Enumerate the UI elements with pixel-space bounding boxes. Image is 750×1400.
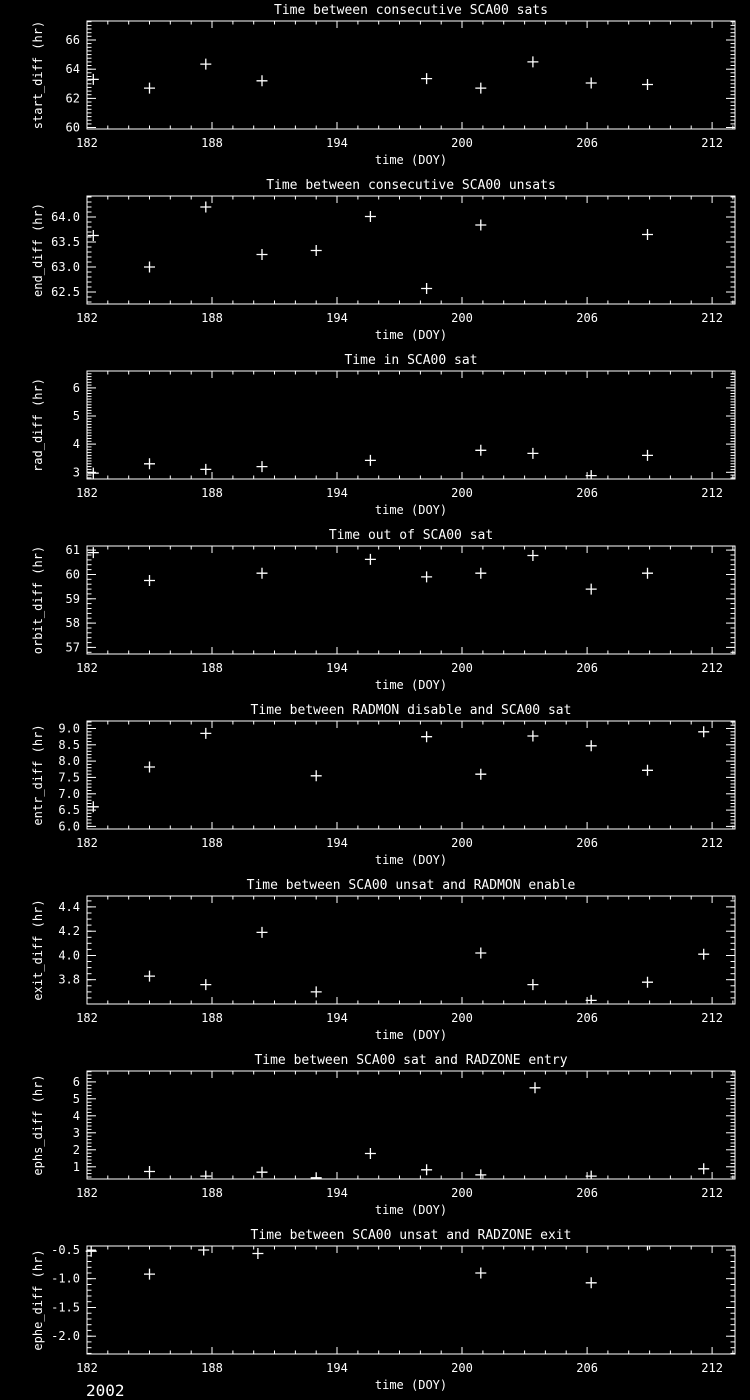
plus-marker bbox=[475, 769, 486, 780]
data-points bbox=[144, 1082, 709, 1183]
axes-box bbox=[87, 196, 735, 304]
plot-canvas bbox=[0, 875, 750, 1050]
y-tick-label: -2.0 bbox=[51, 1329, 80, 1344]
plus-marker bbox=[698, 726, 709, 737]
y-axis-label: exit_diff (hr) bbox=[31, 899, 45, 1001]
x-tick-label: 194 bbox=[326, 1361, 348, 1375]
x-tick-label: 200 bbox=[451, 1361, 473, 1375]
y-axis-label: end_diff (hr) bbox=[31, 203, 45, 297]
plot-title: Time between consecutive SCA00 sats bbox=[274, 3, 548, 18]
y-tick-label: -1.5 bbox=[51, 1300, 80, 1315]
x-axis-label: time (DOY) bbox=[374, 1203, 448, 1217]
plus-marker bbox=[365, 1148, 376, 1159]
data-points bbox=[88, 56, 653, 93]
plus-marker bbox=[527, 979, 538, 990]
plus-marker bbox=[200, 728, 211, 739]
y-tick-label: 4.2 bbox=[58, 924, 80, 939]
plot-start-diff bbox=[0, 0, 750, 175]
y-tick-label: 57 bbox=[65, 640, 80, 655]
year-label: 2002 bbox=[86, 1381, 125, 1400]
x-tick-label: 200 bbox=[451, 311, 473, 325]
x-axis-label: time (DOY) bbox=[374, 1028, 448, 1042]
y-tick-label: 7.5 bbox=[58, 770, 80, 785]
x-tick-label: 182 bbox=[76, 311, 98, 325]
x-tick-label: 188 bbox=[201, 836, 223, 850]
plot-title: Time between SCA00 unsat and RADMON enable bbox=[246, 878, 576, 893]
plot-title: Time between consecutive SCA00 unsats bbox=[266, 178, 556, 193]
x-tick-label: 182 bbox=[76, 486, 98, 500]
plus-marker bbox=[421, 1164, 432, 1175]
plus-marker bbox=[642, 1239, 653, 1250]
x-tick-label: 188 bbox=[201, 1011, 223, 1025]
x-tick-label: 206 bbox=[576, 486, 598, 500]
plus-marker bbox=[311, 1172, 322, 1183]
x-axis-label: time (DOY) bbox=[374, 853, 448, 867]
plus-marker bbox=[475, 1268, 486, 1279]
plot-canvas bbox=[0, 1050, 750, 1225]
data-points bbox=[88, 547, 653, 595]
plus-marker bbox=[200, 464, 211, 475]
data-points bbox=[88, 726, 709, 812]
axes-box bbox=[87, 371, 735, 479]
y-axis-label: rad_diff (hr) bbox=[31, 378, 45, 472]
plus-marker bbox=[257, 461, 268, 472]
y-tick-label: 4 bbox=[72, 437, 80, 452]
data-points bbox=[88, 202, 653, 295]
plus-marker bbox=[257, 249, 268, 260]
plus-marker bbox=[475, 568, 486, 579]
x-tick-label: 212 bbox=[701, 1011, 723, 1025]
plus-marker bbox=[311, 986, 322, 997]
plot-end-diff bbox=[0, 175, 750, 350]
axes-box bbox=[87, 546, 735, 654]
plot-title: Time in SCA00 sat bbox=[344, 353, 478, 368]
plus-marker bbox=[144, 262, 155, 273]
y-tick-label: 1 bbox=[72, 1159, 80, 1174]
plus-marker bbox=[365, 455, 376, 466]
x-tick-label: 194 bbox=[326, 1186, 348, 1200]
y-tick-label: 60 bbox=[65, 567, 80, 582]
plot-canvas bbox=[0, 0, 750, 175]
plus-marker bbox=[421, 731, 432, 742]
plot-title: Time between SCA00 unsat and RADZONE exit bbox=[250, 1228, 572, 1243]
y-tick-label: 60 bbox=[65, 120, 80, 135]
x-tick-label: 212 bbox=[701, 136, 723, 150]
plot-canvas bbox=[0, 1225, 750, 1400]
x-tick-label: 188 bbox=[201, 661, 223, 675]
x-tick-label: 188 bbox=[201, 1186, 223, 1200]
y-axis-label: orbit_diff (hr) bbox=[31, 545, 45, 655]
x-tick-label: 206 bbox=[576, 136, 598, 150]
y-tick-label: 4 bbox=[72, 1108, 80, 1123]
plot-ephe-diff bbox=[0, 1225, 750, 1400]
x-tick-label: 212 bbox=[701, 836, 723, 850]
x-tick-label: 200 bbox=[451, 836, 473, 850]
plus-marker bbox=[527, 550, 538, 561]
plus-marker bbox=[365, 554, 376, 565]
axes-box bbox=[87, 896, 735, 1004]
x-tick-label: 206 bbox=[576, 836, 598, 850]
plus-marker bbox=[144, 1166, 155, 1177]
plus-marker bbox=[88, 801, 99, 812]
plus-marker bbox=[642, 79, 653, 90]
x-tick-label: 182 bbox=[76, 1011, 98, 1025]
plus-marker bbox=[88, 74, 99, 85]
plus-marker bbox=[144, 762, 155, 773]
plus-marker bbox=[586, 584, 597, 595]
plus-marker bbox=[200, 1171, 211, 1182]
plus-marker bbox=[530, 1082, 541, 1093]
y-tick-label: 8.0 bbox=[58, 754, 80, 769]
x-tick-label: 188 bbox=[201, 486, 223, 500]
x-tick-label: 206 bbox=[576, 661, 598, 675]
axes-box bbox=[87, 721, 735, 829]
x-axis-label: time (DOY) bbox=[374, 153, 448, 167]
x-tick-label: 182 bbox=[76, 836, 98, 850]
plot-canvas bbox=[0, 175, 750, 350]
plus-marker bbox=[257, 927, 268, 938]
y-axis-label: ephs_diff (hr) bbox=[31, 1074, 45, 1176]
x-axis-label: time (DOY) bbox=[374, 1378, 448, 1392]
plus-marker bbox=[642, 568, 653, 579]
x-axis-label: time (DOY) bbox=[374, 678, 448, 692]
plus-marker bbox=[144, 971, 155, 982]
x-tick-label: 188 bbox=[201, 1361, 223, 1375]
y-tick-label: 63.0 bbox=[51, 260, 80, 274]
plus-marker bbox=[698, 949, 709, 960]
y-tick-label: 4.0 bbox=[58, 948, 80, 963]
y-tick-label: 64 bbox=[65, 62, 80, 77]
plus-marker bbox=[252, 1248, 263, 1259]
x-tick-label: 200 bbox=[451, 661, 473, 675]
plot-ephs-diff bbox=[0, 1050, 750, 1225]
plus-marker bbox=[642, 765, 653, 776]
x-axis-label: time (DOY) bbox=[374, 328, 448, 342]
x-tick-label: 188 bbox=[201, 136, 223, 150]
x-tick-label: 200 bbox=[451, 1011, 473, 1025]
plus-marker bbox=[365, 211, 376, 222]
x-tick-label: 200 bbox=[451, 136, 473, 150]
plot-canvas bbox=[0, 700, 750, 875]
plus-marker bbox=[88, 547, 99, 558]
y-tick-label: 3 bbox=[72, 1125, 80, 1140]
y-tick-label: 6 bbox=[72, 380, 80, 395]
x-axis-label: time (DOY) bbox=[374, 503, 448, 517]
plus-marker bbox=[475, 948, 486, 959]
y-tick-label: 63.5 bbox=[51, 235, 80, 249]
plus-marker bbox=[642, 977, 653, 988]
y-tick-label: 7.0 bbox=[58, 786, 80, 801]
plus-marker bbox=[642, 229, 653, 240]
plus-marker bbox=[144, 83, 155, 94]
x-tick-label: 194 bbox=[326, 486, 348, 500]
y-tick-label: 3.8 bbox=[58, 972, 80, 987]
plus-marker bbox=[475, 220, 486, 231]
plot-canvas bbox=[0, 525, 750, 700]
y-axis-label: ephe_diff (hr) bbox=[31, 1249, 45, 1351]
y-tick-label: 8.5 bbox=[58, 737, 80, 752]
x-tick-label: 206 bbox=[576, 311, 598, 325]
plus-marker bbox=[586, 740, 597, 751]
y-tick-label: 6.0 bbox=[58, 819, 80, 834]
plot-entr-diff bbox=[0, 700, 750, 875]
plus-marker bbox=[144, 458, 155, 469]
x-tick-label: 188 bbox=[201, 311, 223, 325]
x-tick-label: 212 bbox=[701, 311, 723, 325]
plot-title: Time between SCA00 sat and RADZONE entry bbox=[254, 1053, 568, 1068]
y-tick-label: 5 bbox=[72, 409, 80, 423]
x-tick-label: 194 bbox=[326, 1011, 348, 1025]
y-tick-label: 62 bbox=[65, 91, 80, 106]
y-tick-label: 61 bbox=[65, 543, 80, 558]
plus-marker bbox=[144, 575, 155, 586]
plus-marker bbox=[421, 283, 432, 294]
plus-marker bbox=[421, 73, 432, 84]
axes-box bbox=[87, 1071, 735, 1179]
y-tick-label: 5 bbox=[72, 1091, 80, 1106]
x-tick-label: 212 bbox=[701, 1361, 723, 1375]
plus-marker bbox=[527, 56, 538, 67]
plot-rad-diff bbox=[0, 350, 750, 525]
plus-marker bbox=[200, 202, 211, 213]
x-tick-label: 206 bbox=[576, 1011, 598, 1025]
x-tick-label: 200 bbox=[451, 486, 473, 500]
plus-marker bbox=[527, 448, 538, 459]
y-tick-label: 64.0 bbox=[51, 210, 80, 224]
y-tick-label: 6.5 bbox=[58, 803, 80, 818]
x-tick-label: 194 bbox=[326, 136, 348, 150]
x-tick-label: 194 bbox=[326, 836, 348, 850]
x-tick-label: 212 bbox=[701, 1186, 723, 1200]
y-tick-label: 66 bbox=[65, 33, 80, 47]
y-tick-label: 4.4 bbox=[58, 899, 80, 914]
plot-orbit-diff bbox=[0, 525, 750, 700]
y-axis-label: entr_diff (hr) bbox=[31, 724, 45, 826]
x-tick-label: 194 bbox=[326, 311, 348, 325]
x-tick-label: 200 bbox=[451, 1186, 473, 1200]
plot-exit-diff bbox=[0, 875, 750, 1050]
x-tick-label: 182 bbox=[76, 1361, 98, 1375]
plus-marker bbox=[200, 59, 211, 70]
x-tick-label: 212 bbox=[701, 661, 723, 675]
y-tick-label: 6 bbox=[72, 1074, 80, 1089]
plus-marker bbox=[698, 1163, 709, 1174]
plus-marker bbox=[311, 770, 322, 781]
plus-marker bbox=[144, 1269, 155, 1280]
axes-box bbox=[87, 1246, 735, 1354]
plot-canvas bbox=[0, 350, 750, 525]
plus-marker bbox=[527, 731, 538, 742]
plot-title: Time between RADMON disable and SCA00 sat bbox=[250, 703, 572, 718]
y-tick-label: 3 bbox=[72, 465, 80, 480]
plus-marker bbox=[475, 445, 486, 456]
x-tick-label: 206 bbox=[576, 1361, 598, 1375]
plus-marker bbox=[257, 75, 268, 86]
data-points bbox=[144, 927, 709, 1006]
y-tick-label: 2 bbox=[72, 1142, 80, 1157]
x-tick-label: 206 bbox=[576, 1186, 598, 1200]
y-axis-label: start_diff (hr) bbox=[31, 20, 45, 130]
y-tick-label: 9.0 bbox=[58, 721, 80, 736]
y-tick-label: 62.5 bbox=[51, 285, 80, 299]
plus-marker bbox=[257, 1167, 268, 1178]
x-tick-label: 212 bbox=[701, 486, 723, 500]
plus-marker bbox=[257, 568, 268, 579]
plus-marker bbox=[421, 571, 432, 582]
plus-marker bbox=[586, 1277, 597, 1288]
plus-marker bbox=[200, 979, 211, 990]
x-tick-label: 182 bbox=[76, 661, 98, 675]
y-tick-label: 59 bbox=[65, 591, 80, 606]
plot-title: Time out of SCA00 sat bbox=[328, 528, 494, 543]
x-tick-label: 182 bbox=[76, 1186, 98, 1200]
y-tick-label: -0.5 bbox=[51, 1243, 80, 1257]
plus-marker bbox=[475, 83, 486, 94]
y-tick-label: -1.0 bbox=[51, 1271, 80, 1286]
y-tick-label: 58 bbox=[65, 616, 80, 631]
plus-marker bbox=[642, 450, 653, 461]
plus-marker bbox=[311, 245, 322, 256]
plus-marker bbox=[586, 78, 597, 89]
x-tick-label: 194 bbox=[326, 661, 348, 675]
axes-box bbox=[87, 21, 735, 129]
data-points bbox=[88, 445, 653, 481]
x-tick-label: 182 bbox=[76, 136, 98, 150]
